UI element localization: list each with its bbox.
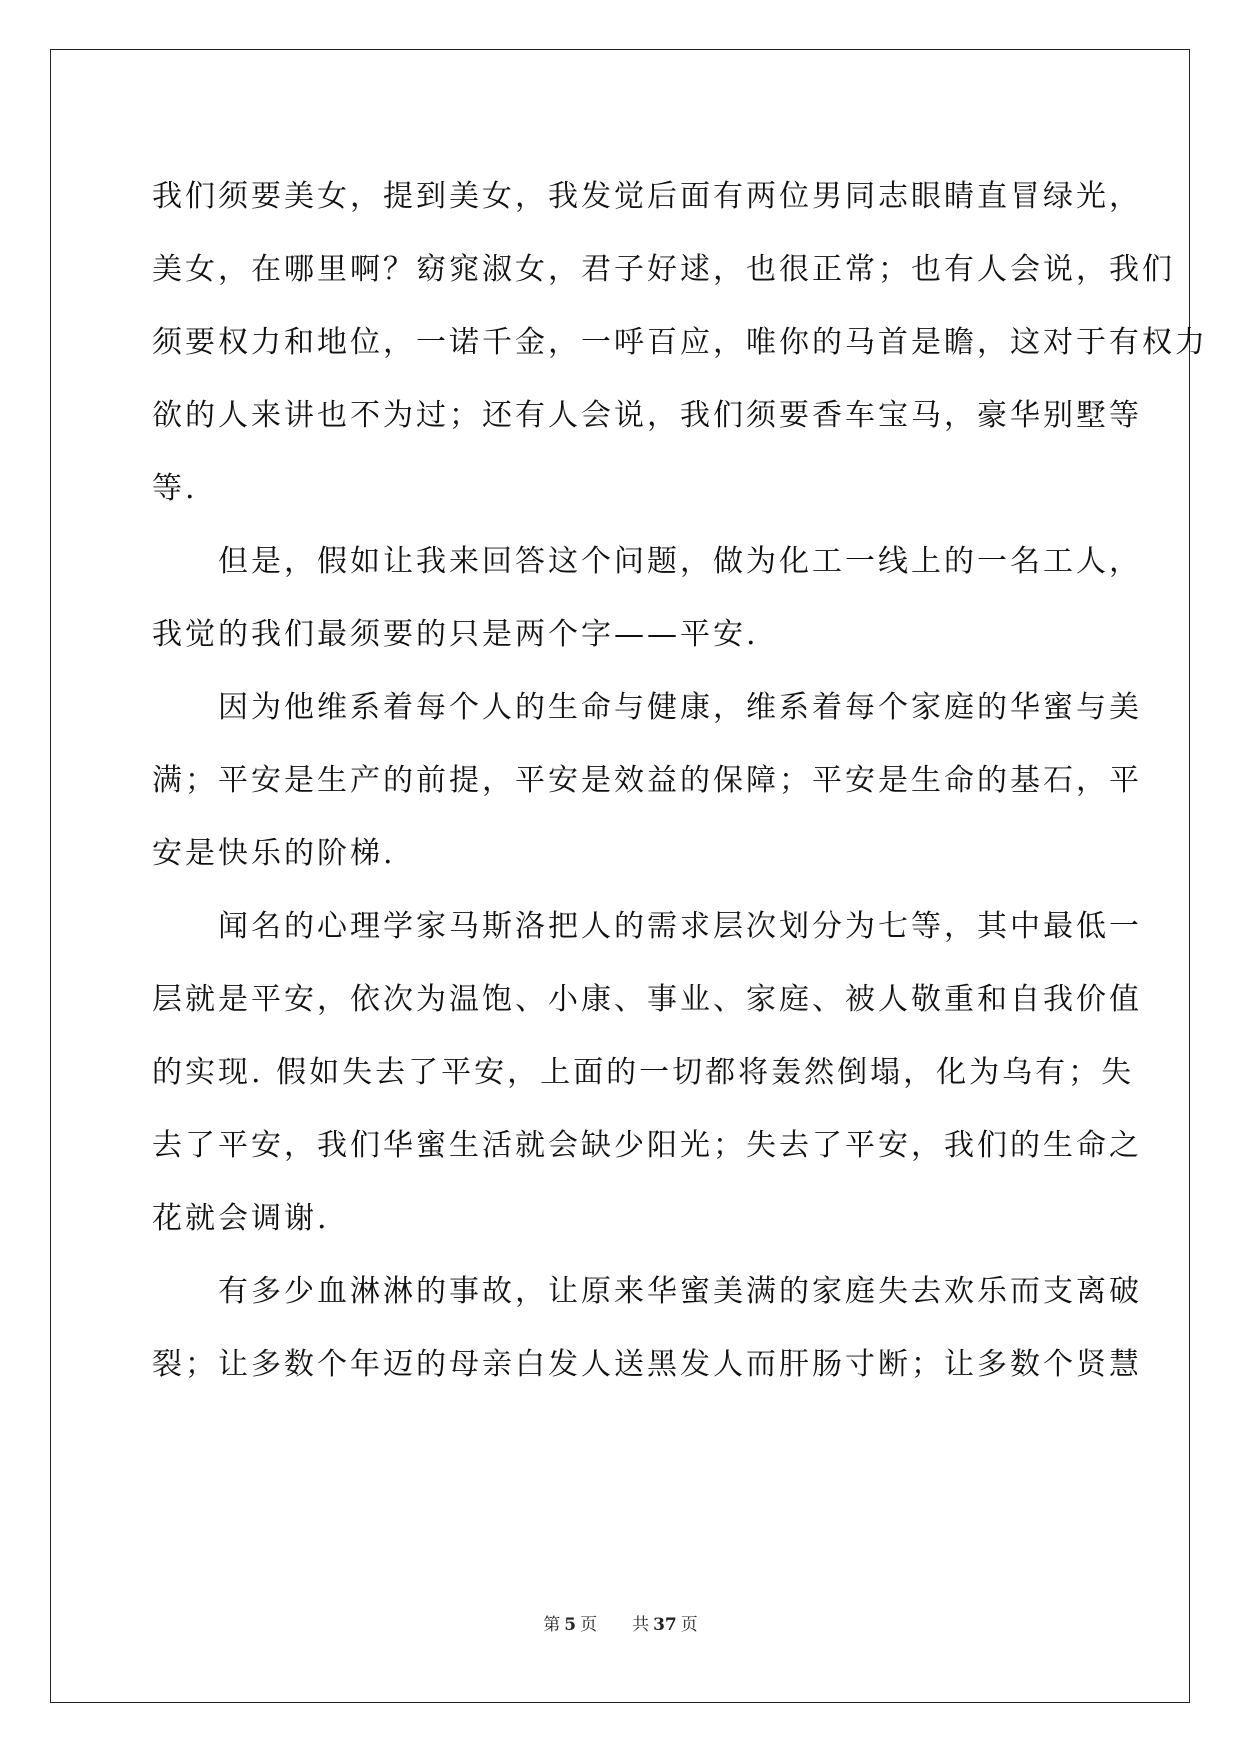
page-indicator (541, 1615, 599, 1635)
text-line: 美女，在哪里啊？窈窕淑女，君子好逑，也很正常；也有人会说，我们 (152, 252, 1175, 287)
text-line: 我们须要美女，提到美女，我发觉后面有两位男同志眼睛直冒绿光， (152, 179, 1142, 214)
text-line: 须要权力和地位，一诺千金，一呼百应，唯你的马首是瞻，这对于有权力 (152, 325, 1208, 360)
total-prefix: 共 (632, 1615, 650, 1635)
text-line: 我觉的我们最须要的只是两个字——平安. (152, 617, 759, 652)
page-prefix: 第 (543, 1615, 561, 1635)
text-line: 闻名的心理学家马斯洛把人的需求层次划分为七等，其中最低一 (152, 909, 1142, 944)
text-line: 但是，假如让我来回答这个问题，做为化工一线上的一名工人， (152, 544, 1142, 579)
text-line: 花就会调谢. (152, 1201, 330, 1236)
text-line: 满；平安是生产的前提，平安是效益的保障；平安是生命的基石，平 (152, 763, 1142, 798)
total-suffix: 页 (680, 1615, 698, 1635)
text-line: 的实现. 假如失去了平安，上面的一切都将轰然倒塌，化为乌有；失 (152, 1055, 1135, 1090)
text-line: 因为他维系着每个人的生命与健康，维系着每个家庭的华蜜与美 (152, 690, 1142, 725)
page-suffix: 页 (580, 1615, 598, 1635)
text-line: 裂；让多数个年迈的母亲白发人送黑发人而肝肠寸断；让多数个贤慧 (152, 1347, 1142, 1382)
text-line: 去了平安，我们华蜜生活就会缺少阳光；失去了平安，我们的生命之 (152, 1128, 1142, 1163)
page-number: 5 (564, 1615, 577, 1635)
total-pages-indicator (630, 1615, 700, 1635)
text-line: 欲的人来讲也不为过；还有人会说，我们须要香车宝马，豪华别墅等 (152, 398, 1142, 433)
text-line: 等. (152, 471, 198, 506)
body-text (152, 160, 1208, 1401)
total-pages: 37 (653, 1615, 677, 1635)
page-footer (0, 1610, 1241, 1635)
text-line: 层就是平安，依次为温饱、小康、事业、家庭、被人敬重和自我价值 (152, 982, 1142, 1017)
text-line: 有多少血淋淋的事故，让原来华蜜美满的家庭失去欢乐而支离破 (152, 1274, 1142, 1309)
document-body (152, 160, 1208, 1401)
text-line: 安是快乐的阶梯. (152, 836, 396, 871)
